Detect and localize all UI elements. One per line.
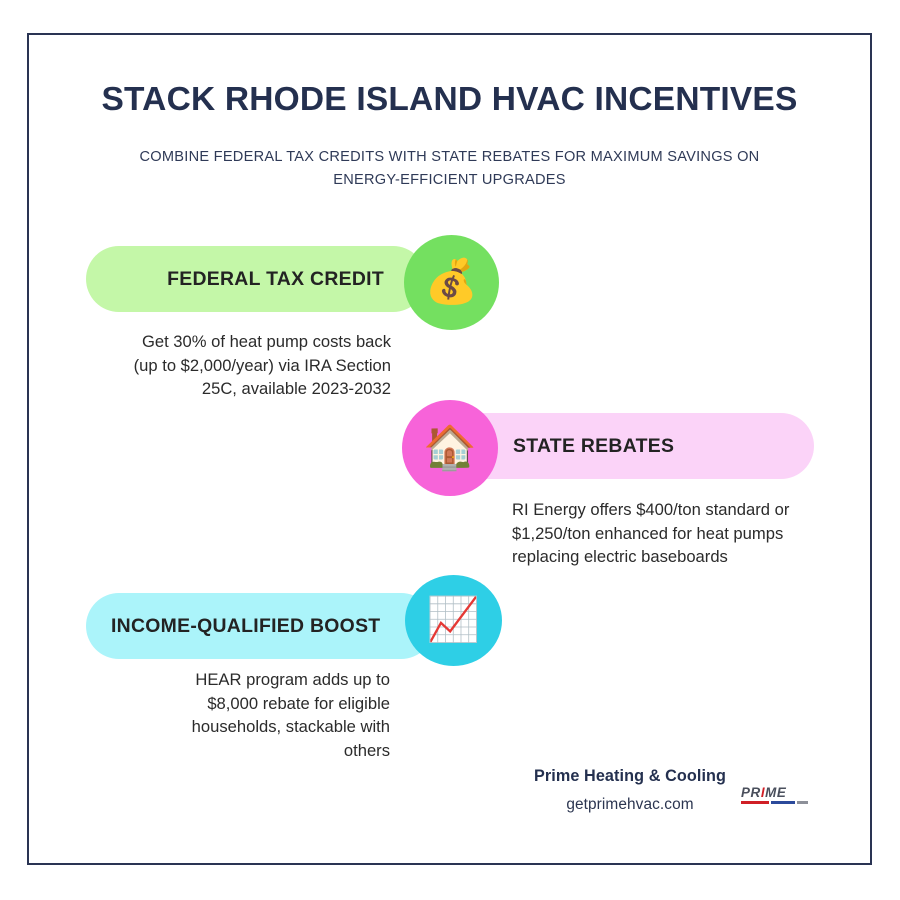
- prime-logo-text-accent: I: [760, 785, 766, 800]
- card-income-label: INCOME-QUALIFIED BOOST: [111, 614, 381, 637]
- card-federal-badge: [404, 235, 499, 330]
- prime-logo-wordmark: [741, 786, 813, 799]
- card-income-body: HEAR program adds up to $8,000 rebate for eligible households, stackable with others: [191, 670, 390, 760]
- prime-logo-tagline-bars: [741, 801, 813, 804]
- logo-bar-blue: [771, 801, 795, 804]
- money-bag-icon: 💰: [424, 258, 479, 306]
- page-subtitle: COMBINE FEDERAL TAX CREDITS WITH STATE REBATES FOR MAXIMUM SAVINGS ON ENERGY-EFFICIENT UPGRADES: [139, 148, 760, 189]
- prime-logo-text-a: PR: [741, 785, 761, 800]
- card-income-badge: [405, 575, 502, 666]
- card-state-pill: [452, 413, 814, 479]
- card-income-pill: [86, 593, 434, 659]
- chart-increasing-icon: 📈: [426, 596, 481, 644]
- card-federal-body: Get 30% of heat pump costs back (up to $2,000/year) via IRA Section 25C, available 2023-2032: [133, 332, 391, 399]
- card-state-body: RI Energy offers $400/ton standard or $1,250/ton enhanced for heat pumps replacing electric baseboards: [512, 500, 790, 567]
- house-icon: 🏠: [423, 423, 477, 472]
- prime-logo: [741, 786, 813, 808]
- prime-logo-text-b: ME: [765, 785, 787, 800]
- card-state-label: STATE REBATES: [513, 434, 675, 457]
- logo-bar-grey: [797, 801, 808, 804]
- card-federal-pill: [86, 246, 426, 312]
- poster-header: [27, 80, 872, 193]
- footer-brand-name: Prime Heating & Cooling: [533, 767, 727, 785]
- logo-bar-red: [741, 801, 769, 804]
- page-title: STACK RHODE ISLAND HVAC INCENTIVES: [101, 81, 798, 118]
- footer-website: getprimehvac.com: [566, 796, 694, 814]
- card-state-badge: [402, 400, 498, 496]
- card-federal-label: FEDERAL TAX CREDIT: [167, 267, 384, 290]
